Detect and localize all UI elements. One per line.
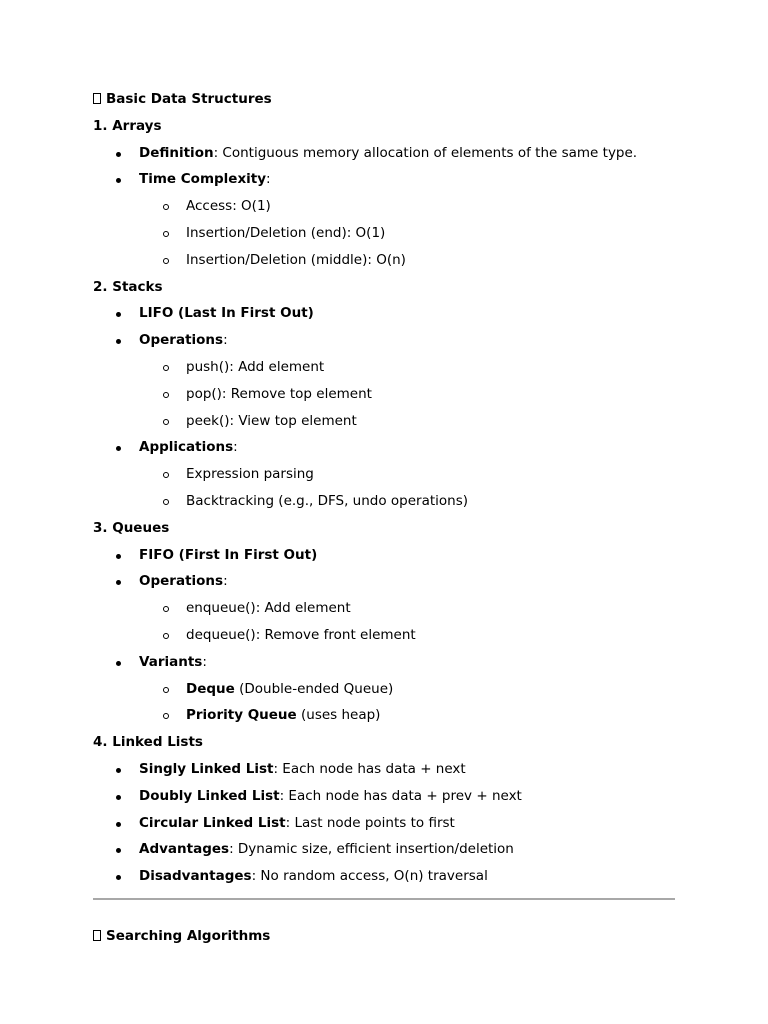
list-item: Circular Linked List: Last node points to first — [93, 810, 675, 837]
bullet-icon — [116, 875, 121, 880]
sub-list-item: push(): Add element — [93, 354, 675, 381]
emoji-placeholder-icon — [93, 93, 101, 104]
list-item: Definition: Contiguous memory allocation of elements of the same type. — [93, 140, 675, 167]
bullet-icon — [116, 152, 121, 157]
sub-list-item: pop(): Remove top element — [93, 381, 675, 408]
circle-bullet-icon — [163, 365, 169, 371]
list-item: Disadvantages: No random access, O(n) traversal — [93, 863, 675, 890]
sub-list-item: enqueue(): Add element — [93, 595, 675, 622]
emoji-placeholder-icon — [93, 930, 101, 941]
bullet-icon — [116, 768, 121, 773]
circle-bullet-icon — [163, 499, 169, 505]
list-item: Singly Linked List: Each node has data + next — [93, 756, 675, 783]
list-item: Operations: — [93, 327, 675, 354]
heading-queues: 3. Queues — [93, 519, 170, 536]
bullet-icon — [116, 848, 121, 853]
list-item: Advantages: Dynamic size, efficient insertion/deletion — [93, 836, 675, 863]
sub-list-item: Insertion/Deletion (end): O(1) — [93, 220, 675, 247]
heading-linked-lists: 4. Linked Lists — [93, 734, 203, 751]
bullet-icon — [116, 661, 121, 666]
circle-bullet-icon — [163, 687, 169, 693]
bullet-icon — [116, 580, 121, 585]
circle-bullet-icon — [163, 392, 169, 398]
bullet-icon — [116, 822, 121, 827]
list-item: Applications: — [93, 434, 675, 461]
bullet-icon — [116, 446, 121, 451]
circle-bullet-icon — [163, 204, 169, 210]
list-item: FIFO (First In First Out) — [93, 542, 675, 569]
bullet-icon — [116, 312, 121, 317]
bullet-icon — [116, 795, 121, 800]
bullet-icon — [116, 554, 121, 559]
bullet-icon — [116, 178, 121, 183]
heading-stacks: 2. Stacks — [93, 278, 163, 295]
bullet-icon — [116, 339, 121, 344]
list-item: LIFO (Last In First Out) — [93, 300, 675, 327]
list-item: Variants: — [93, 649, 675, 676]
heading-arrays: 1. Arrays — [93, 117, 162, 134]
list-item: Operations: — [93, 568, 675, 595]
sub-list-item: dequeue(): Remove front element — [93, 622, 675, 649]
horizontal-divider — [93, 898, 675, 900]
list-item: Doubly Linked List: Each node has data + prev + next — [93, 783, 675, 810]
circle-bullet-icon — [163, 231, 169, 237]
sub-list-item: Deque (Double-ended Queue) — [93, 676, 675, 703]
section-title-searching-algorithms: Searching Algorithms — [93, 923, 675, 950]
sub-list-item: peek(): View top element — [93, 408, 675, 435]
sub-list-item: Insertion/Deletion (middle): O(n) — [93, 247, 675, 274]
circle-bullet-icon — [163, 419, 169, 425]
sub-list-item: Priority Queue (uses heap) — [93, 702, 675, 729]
sub-list-item: Access: O(1) — [93, 193, 675, 220]
circle-bullet-icon — [163, 606, 169, 612]
circle-bullet-icon — [163, 258, 169, 264]
document-content — [93, 86, 675, 950]
list-item: Time Complexity: — [93, 166, 675, 193]
circle-bullet-icon — [163, 472, 169, 478]
section-title-basic-data-structures: Basic Data Structures — [93, 86, 675, 113]
sub-list-item: Expression parsing — [93, 461, 675, 488]
sub-list-item: Backtracking (e.g., DFS, undo operations) — [93, 488, 675, 515]
circle-bullet-icon — [163, 633, 169, 639]
circle-bullet-icon — [163, 713, 169, 719]
